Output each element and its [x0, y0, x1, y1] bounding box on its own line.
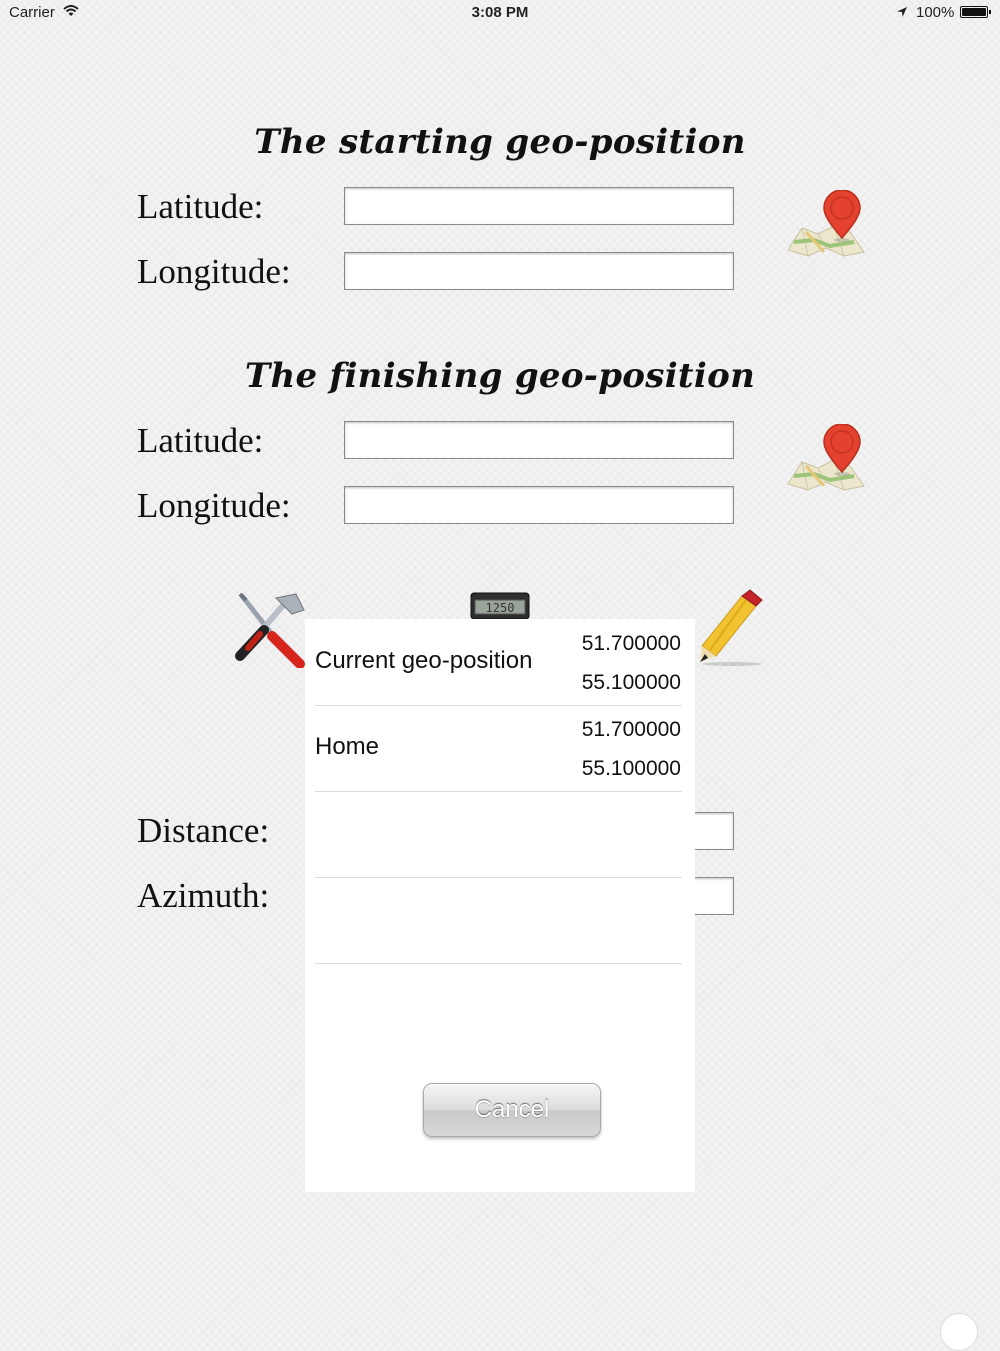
- finishing-position-title: The finishing geo-position: [244, 356, 756, 396]
- list-item-home[interactable]: [315, 705, 682, 792]
- map-pin-icon: [788, 190, 864, 256]
- battery-icon: [960, 6, 988, 18]
- saved-positions-popover: [305, 619, 695, 1192]
- start-longitude-input[interactable]: [344, 252, 734, 290]
- list-item-empty: [315, 877, 682, 964]
- map-pin-icon: [788, 424, 864, 490]
- finish-latitude-input[interactable]: [344, 421, 734, 459]
- counter-button[interactable]: [470, 592, 530, 620]
- start-longitude-label: Longitude:: [137, 252, 291, 291]
- finish-longitude-input[interactable]: [344, 486, 734, 524]
- tools-icon: [240, 594, 304, 664]
- list-item-latitude: 51.700000: [581, 718, 681, 741]
- finish-longitude-label: Longitude:: [137, 486, 291, 525]
- tools-button[interactable]: [234, 592, 308, 668]
- battery-percent: 100%: [916, 4, 955, 21]
- starting-position-title: The starting geo-position: [254, 122, 746, 162]
- finish-latitude-label: Latitude:: [137, 421, 264, 460]
- edit-button[interactable]: [696, 588, 766, 670]
- list-item-name: Current geo-position: [315, 647, 533, 674]
- distance-label: Distance:: [137, 811, 270, 850]
- corner-handle: [940, 1313, 978, 1351]
- start-latitude-input[interactable]: [344, 187, 734, 225]
- counter-text: 1250: [485, 601, 515, 615]
- list-item-name: Home: [315, 733, 380, 760]
- list-item-longitude: 55.100000: [581, 671, 681, 694]
- list-item-latitude: 51.700000: [581, 632, 681, 655]
- list-item-current-position[interactable]: [315, 619, 682, 706]
- cancel-button[interactable]: Cancel: [423, 1083, 601, 1137]
- pencil-icon: [700, 590, 762, 666]
- finish-map-pin-button[interactable]: [784, 424, 868, 494]
- start-map-pin-button[interactable]: [784, 190, 868, 260]
- list-item-longitude: 55.100000: [581, 757, 681, 780]
- status-bar: [0, 0, 1000, 26]
- azimuth-label: Azimuth:: [137, 876, 270, 915]
- carrier-label: Carrier: [9, 4, 55, 21]
- clock-label: 3:08 PM: [471, 4, 529, 21]
- counter-icon: [471, 593, 529, 619]
- list-item-empty: [315, 791, 682, 878]
- start-latitude-label: Latitude:: [137, 187, 264, 226]
- location-arrow-icon: [896, 6, 908, 18]
